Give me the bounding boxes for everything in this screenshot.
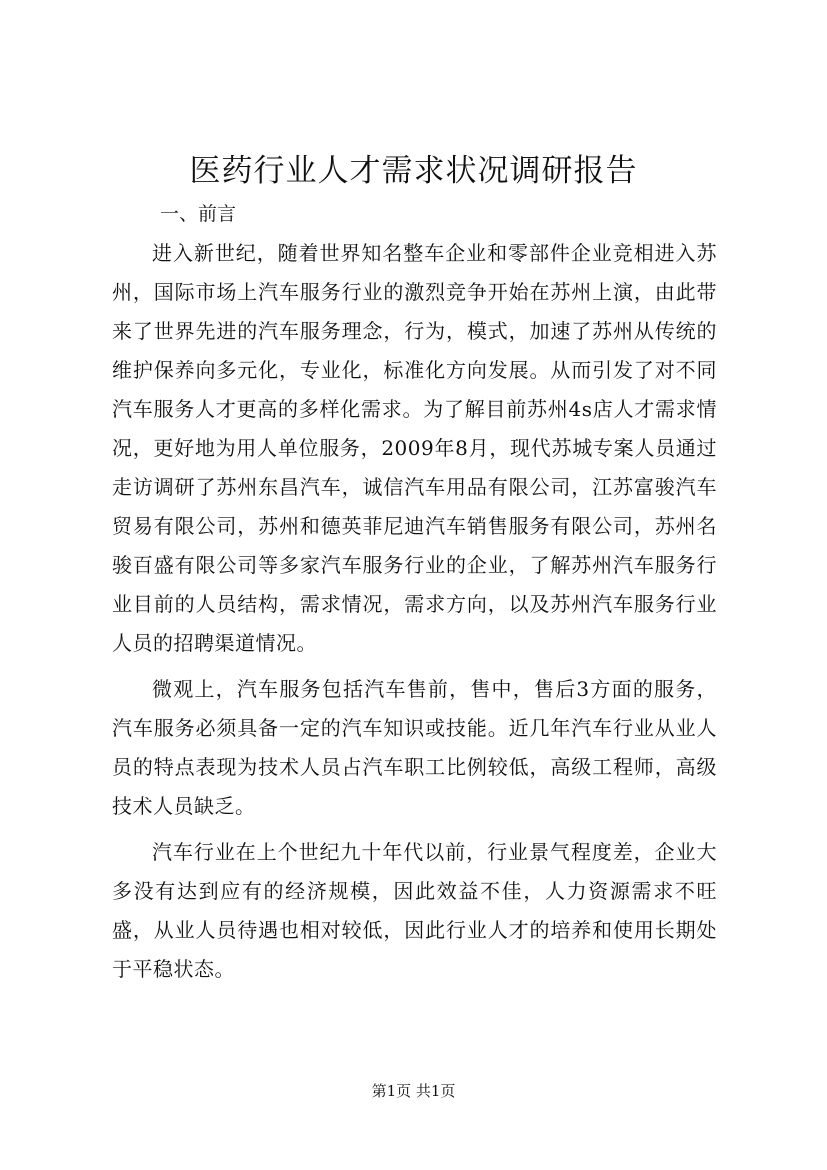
paragraph-3: 汽车行业在上个世纪九十年代以前，行业景气程度差，企业大多没有达到应有的经济规模，因此效益不佳，人力资源需求不旺盛，从业人员待遇也相对较低，因此行业人才的培养和使用长期处于平稳状态。 [112,840,717,981]
paragraph-1: 进入新世纪，随着世界知名整车企业和零部件企业竞相进入苏州，国际市场上汽车服务行业的激烈竞争开始在苏州上演，由此带来了世界先进的汽车服务理念，行为，模式，加速了苏州从传统的维护保养向多元化，专业化，标准化方向发展。从而引发了对不同汽车服务人才更高的多样化需求。为了解目前苏州4s店人才需求情况，更好地为用人单位服务，2009年8月，现代苏城专案人员通过走访调研了苏州东昌汽车，诚信汽车用品有限公司，江苏富骏汽车贸易有限公司，苏州和德英菲尼迪汽车销售服务有限公司，苏州名骏百盛有限公司等多家汽车服务行业的企业，了解苏州汽车服务行业目前的人员结构，需求情况，需求方向，以及苏州汽车服务行业人员的招聘渠道情况。 [112,241,717,655]
page-footer: 第1页 共1页 [371,1082,456,1100]
section-heading: 一、前言 [160,203,237,225]
paragraph-2: 微观上，汽车服务包括汽车售前，售中，售后3方面的服务，汽车服务必须具备一定的汽车知识或技能。近几年汽车行业从业人员的特点表现为技术人员占汽车职工比例较低，高级工程师，高级技术人员缺乏。 [112,677,717,818]
document-title: 医药行业人才需求状况调研报告 [189,153,638,189]
document-body [112,234,717,996]
